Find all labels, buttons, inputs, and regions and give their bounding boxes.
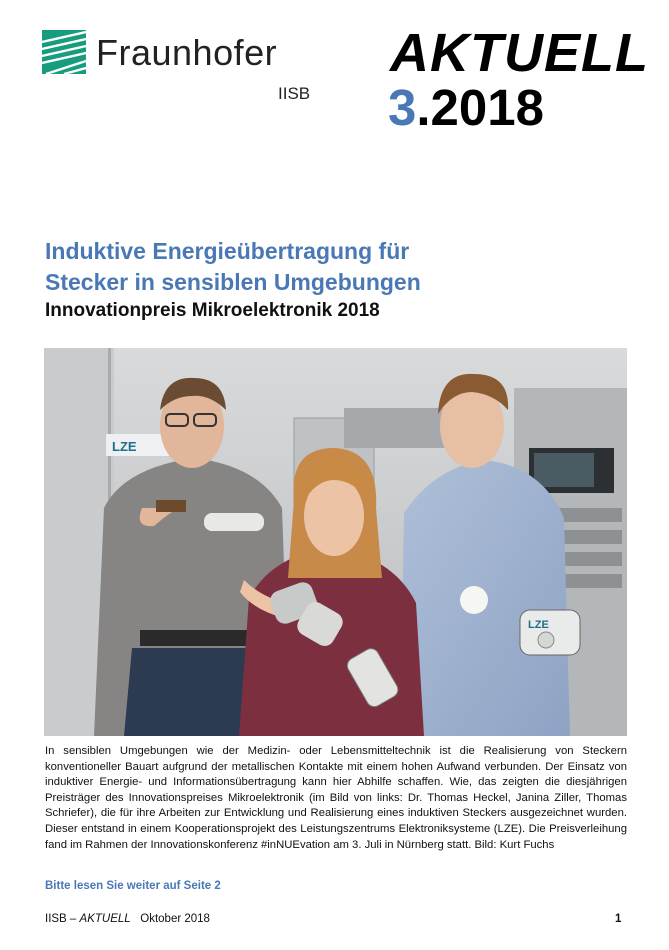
logo-institute: IISB <box>278 84 311 103</box>
masthead-title: AKTUELL <box>390 23 649 83</box>
wall-lze-label: LZE <box>112 439 137 454</box>
article-photo <box>44 348 627 736</box>
article-body: In sensiblen Umgebungen wie der Medizin- oder Lebensmitteltechnik ist die Realisierung von Steckern konventioneller Bauart aufgrund der metallischen Kontakte mit einem hohen Aufwand verbunden. Der Einsatz von induktiver Energie- und Informationsübertragung kann hier Abhilfe schaffen. Wie, das zeigten die diesjährigen Preisträger des Innovationspreises Mikroelektronik (im Bild von links: Dr. Thomas Heckel, Janina Ziller, Thomas Schriefer), die für ihre Arbeiten zur Entwicklung und Realisierung eines induktiven Steckers ausgezeichnet wurden. Dieser entstand in einem Kooperationsprojekt des Leistungszentrums Elektroniksysteme (LZE). Die Preisverleihung fand im Rahmen der Innovationskonferenz #inNUEvation am 3. Juli in Nürnberg statt. Bild: Kurt Fuchs <box>45 745 627 851</box>
footer-org: IISB – <box>45 913 80 925</box>
footer-publication-info <box>45 913 210 925</box>
logo-wordmark: Fraunhofer <box>96 32 278 73</box>
device-lze-label: LZE <box>528 619 549 631</box>
article-subheadline: Innovationpreis Mikroelektronik 2018 <box>45 300 380 321</box>
fraunhofer-logo <box>42 30 332 110</box>
lab-photo-illustration <box>44 348 627 736</box>
issue-year: .2018 <box>416 79 544 136</box>
page-number: 1 <box>615 913 622 925</box>
fraunhofer-logo-icon <box>42 30 86 74</box>
footer-date: Oktober 2018 <box>140 913 210 925</box>
headline-line-1: Induktive Energieübertragung für <box>45 238 410 264</box>
issue-number: 3 <box>388 79 417 136</box>
footer-publication: AKTUELL <box>79 913 131 925</box>
article-headline <box>45 236 625 298</box>
masthead-issue <box>388 78 544 137</box>
headline-line-2: Stecker in sensiblen Umgebungen <box>45 269 421 295</box>
continue-reading-link[interactable]: Bitte lesen Sie weiter auf Seite 2 <box>45 880 221 892</box>
